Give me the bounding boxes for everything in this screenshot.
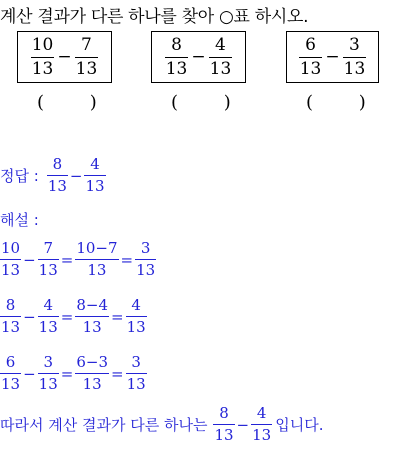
fraction-numerator: 3 [131,353,141,371]
minus-sign: − [57,47,72,67]
fraction-numerator: 7 [81,34,92,55]
fraction-denominator: 13 [209,58,232,79]
equals-sign: = [120,250,134,269]
minus-sign: − [23,364,36,383]
fraction-denominator: 13 [343,58,366,79]
explanation-line-1 [0,238,156,278]
equals-sign: = [60,364,74,383]
minus-sign: − [236,415,250,434]
explanation-line-2 [0,295,147,335]
fraction-denominator: 13 [1,261,21,279]
explanation-label: 해설 : [0,211,39,229]
fraction-denominator: 13 [38,261,58,279]
answer-label: 정답 : [0,167,39,185]
fraction-numerator: 4 [215,34,226,55]
conclusion-suffix: 입니다. [275,416,324,434]
answer-paren-2[interactable]: ( ) [171,92,231,113]
fraction-numerator: 10 [31,34,54,55]
fraction-denominator: 13 [87,261,107,279]
equals-sign: = [111,364,124,383]
minus-sign: − [69,166,83,185]
choice-box-3 [286,31,379,83]
fraction-numerator: 4 [90,155,100,173]
conclusion-text: 따라서 계산 결과가 다른 하나는 [0,416,208,434]
choice-expression-2 [165,34,233,79]
equals-sign: = [111,307,124,326]
fraction-numerator: 8 [171,34,182,55]
fraction-denominator: 13 [82,375,102,393]
fraction-denominator: 13 [299,58,322,79]
fraction-denominator: 13 [252,426,272,444]
question-text: 계산 결과가 다른 하나를 찾아 ○표 하시오. [0,7,309,27]
fraction-denominator: 13 [1,318,21,336]
fraction-numerator: 3 [140,239,151,257]
fraction-numerator: 8 [219,404,229,422]
fraction-denominator: 13 [136,261,156,279]
fraction-numerator: 6−3 [76,353,108,371]
choice-box-2 [151,31,246,83]
fraction-denominator: 13 [38,375,58,393]
fraction-numerator: 3 [349,34,360,55]
fraction-denominator: 13 [126,318,146,336]
minus-sign: − [23,307,36,326]
fraction-numerator: 4 [43,296,53,314]
fraction-numerator: 4 [256,404,267,422]
fraction-numerator: 4 [131,296,141,314]
fraction-denominator: 13 [47,177,67,195]
fraction-denominator: 13 [75,58,98,79]
fraction-numerator: 6 [5,353,16,371]
answer-line [0,157,106,194]
equals-sign: = [60,250,74,269]
choice-box-1 [17,31,112,83]
choice-expression-3 [299,34,367,79]
fraction-numerator: 7 [43,239,53,257]
choice-expression-1 [31,34,99,79]
fraction-denominator: 13 [38,318,58,336]
fraction-numerator: 8−4 [76,296,108,314]
answer-expression [47,157,106,194]
fraction-numerator: 10 [1,239,21,257]
answer-paren-1[interactable]: ( ) [37,92,97,113]
fraction-denominator: 13 [85,177,105,195]
fraction-denominator: 13 [214,426,234,444]
equals-sign: = [60,307,74,326]
fraction-denominator: 13 [1,375,21,393]
fraction-numerator: 8 [52,155,63,173]
fraction-numerator: 6 [305,34,316,55]
minus-sign: − [191,47,206,67]
fraction-denominator: 13 [82,318,102,336]
fraction-denominator: 13 [126,375,146,393]
conclusion-line [0,406,323,443]
fraction-denominator: 13 [31,58,54,79]
minus-sign: − [23,250,36,269]
fraction-numerator: 8 [5,296,16,314]
fraction-denominator: 13 [165,58,188,79]
fraction-numerator: 10−7 [76,239,118,257]
minus-sign: − [325,47,340,67]
answer-paren-3[interactable]: ( ) [306,92,366,113]
fraction-numerator: 3 [43,353,53,371]
explanation-line-3 [0,352,147,392]
